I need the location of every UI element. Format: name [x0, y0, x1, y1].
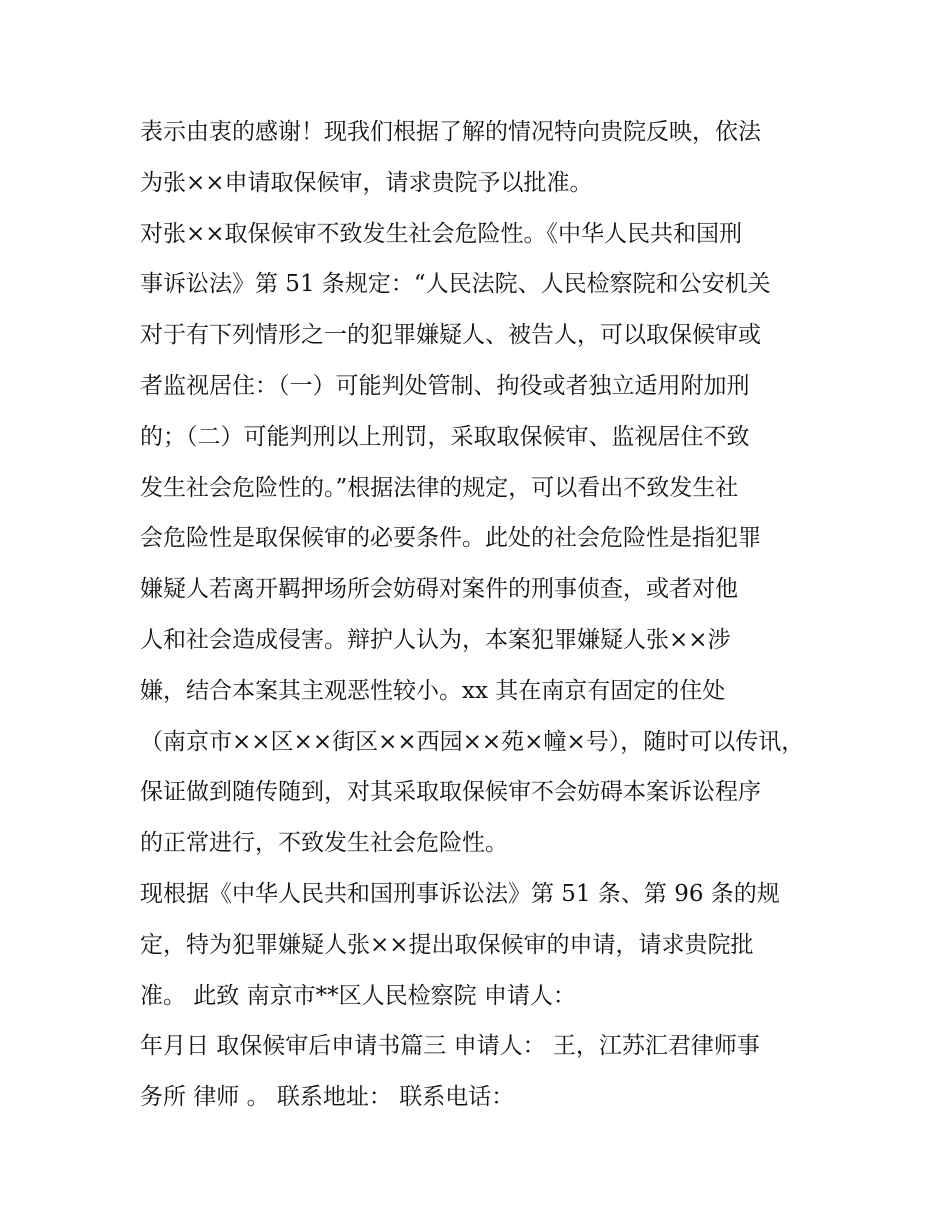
text-line: 会危险性是取保候审的必要条件。此处的社会危险性是指犯罪	[140, 525, 761, 552]
text-line: 对于有下列情形之一的犯罪嫌疑人、被告人，可以取保候审或	[140, 322, 761, 349]
text-line: （南京市××区××街区××西园××苑×幢×号），随时可以传讯，	[140, 728, 805, 755]
text-line: 的正常进行，不致发生社会危险性。	[140, 830, 508, 857]
text-line: 对张××取保候审不致发生社会危险性。《中华人民共和国刑	[140, 220, 743, 247]
text-line: 为张××申请取保候审，请求贵院予以批准。	[140, 169, 593, 196]
text-line: 嫌，结合本案其主观恶性较小。xx 其在南京有固定的住处	[140, 677, 726, 704]
text-line: 年月日 取保候审后申请书篇三 申请人： 王，江苏汇君律师事	[140, 1033, 760, 1060]
text-line: 务所 律师 。 联系地址： 联系电话：	[140, 1084, 515, 1111]
text-line: 事诉讼法》第 51 条规定：“人民法院、人民检察院和公安机关	[140, 271, 771, 298]
text-line: 者监视居住：（一）可能判处管制、拘役或者独立适用附加刑	[140, 372, 750, 399]
text-line: 发生社会危险性的。”根据法律的规定，可以看出不致发生社	[140, 474, 739, 501]
text-line: 嫌疑人若离开羁押场所会妨碍对案件的刑事侦查，或者对他	[140, 576, 738, 603]
text-line: 人和社会造成侵害。辩护人认为，本案犯罪嫌疑人张××涉	[140, 626, 731, 653]
document-body	[140, 107, 820, 1123]
text-line: 表示由衷的感谢！现我们根据了解的情况特向贵院反映，依法	[140, 119, 761, 145]
text-line: 准。 此致 南京市**区人民检察院 申请人：	[140, 982, 576, 1009]
text-line: 保证做到随传随到，对其采取取保候审不会妨碍本案诉讼程序	[140, 779, 761, 806]
text-line: 定，特为犯罪嫌疑人张××提出取保候审的申请，请求贵院批	[140, 931, 754, 958]
text-line: 现根据《中华人民共和国刑事诉讼法》第 51 条、第 96 条的规	[140, 880, 780, 907]
text-line: 的；（二）可能判刑以上刑罚，采取取保候审、监视居住不致	[140, 423, 750, 450]
